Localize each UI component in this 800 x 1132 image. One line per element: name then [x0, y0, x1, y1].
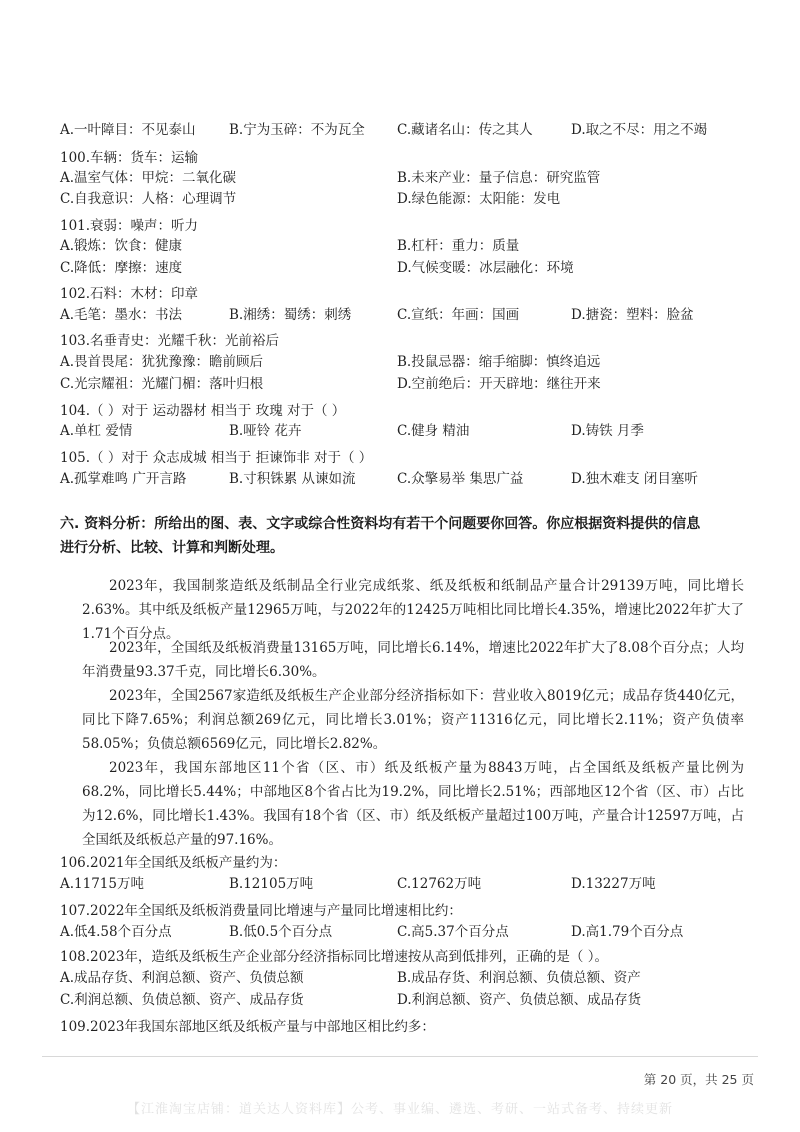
section-heading-line: 进行分析、比较、计算和判断处理。: [60, 540, 284, 556]
option-b: B.杠杆：重力：质量: [397, 238, 520, 254]
option-d: D.空前绝后：开天辟地：继往开来: [397, 376, 601, 392]
option-c: C.降低：摩擦：速度: [60, 260, 183, 276]
option-a: A.一叶障目：不见泰山: [60, 122, 196, 138]
question-title: 106.2021年全国纸及纸板产量约为：: [60, 855, 287, 871]
option-d: D.铸铁 月季: [571, 423, 644, 439]
option-c: C.众擎易举 集思广益: [397, 471, 524, 487]
page-number: 第 20 页，共 25 页: [643, 1072, 754, 1087]
option-b: B.成品存货、利润总额、负债总额、资产: [397, 970, 641, 986]
question-title: 101.衰弱：噪声：听力: [60, 218, 199, 234]
option-a: A.低4.58个百分点: [60, 924, 172, 940]
option-a: A.孤掌难鸣 广开言路: [60, 471, 187, 487]
option-c: C.光宗耀祖：光耀门楣：落叶归根: [60, 376, 264, 392]
option-b: B.湘绣：蜀绣：刺绣: [229, 307, 352, 323]
material-paragraph: 2023年，全国纸及纸板消费量13165万吨，同比增长6.14%，增速比2022年扩大了8.08个百分点；人均年消费量93.37千克，同比增长6.30%。: [82, 640, 744, 680]
option-d: D.高1.79个百分点: [571, 924, 684, 940]
option-d: D.绿色能源：太阳能：发电: [397, 191, 561, 207]
option-d: D.利润总额、资产、负债总额、成品存货: [397, 992, 642, 1008]
section-heading-line: 六. 资料分析：所给出的图、表、文字或综合性资料均有若干个问题要你回答。你应根据资料提供的信息: [60, 516, 701, 532]
option-c: C.健身 精油: [397, 423, 470, 439]
question-title: 104.（ ）对于 运动器材 相当于 玫瑰 对于（ ）: [60, 403, 346, 419]
option-c: C.藏诸名山：传之其人: [397, 122, 533, 138]
option-d: D.13227万吨: [571, 876, 656, 892]
material-paragraph: 2023年，我国制浆造纸及纸制品全行业完成纸浆、纸及纸板和纸制品产量合计29139万吨，同比增长2.63%。其中纸及纸板产量12965万吨，与2022年的12425万吨相比同比增长4.35%，增速比2022年扩大了1.71个百分点。: [82, 578, 744, 642]
option-d: D.搪瓷：塑料：脸盆: [571, 307, 694, 323]
watermark-text: 【江淮淘宝店铺：道关达人资料库】公考、事业编、遴选、考研、一站式备考、持续更新: [126, 1102, 673, 1117]
option-a: A.单杠 爱情: [60, 423, 133, 439]
option-a: A.温室气体：甲烷：二氧化碳: [60, 170, 237, 186]
option-b: B.低0.5个百分点: [229, 924, 333, 940]
question-title: 109.2023年我国东部地区纸及纸板产量与中部地区相比约多：: [60, 1019, 435, 1035]
question-title: 108.2023年，造纸及纸板生产企业部分经济指标同比增速按从高到低排列，正确的是（ ）。: [60, 949, 608, 965]
question-title: 105.（ ）对于 众志成城 相当于 拒谏饰非 对于（ ）: [60, 450, 373, 466]
option-a: A.毛笔：墨水：书法: [60, 307, 183, 323]
option-b: B.12105万吨: [229, 876, 314, 892]
option-d: D.独木难支 闭目塞听: [571, 471, 698, 487]
material-paragraph: 2023年，全国2567家造纸及纸板生产企业部分经济指标如下：营业收入8019亿元；成品存货440亿元，同比下降7.65%；利润总额269亿元，同比增长3.01%；资产11316亿元，同比增长2.11%；资产负债率58.05%；负债总额6569亿元，同比增长2.82%。: [82, 688, 744, 752]
option-b: B.哑铃 花卉: [229, 423, 302, 439]
option-b: B.未来产业：量子信息：研究监管: [397, 170, 601, 186]
option-c: C.利润总额、负债总额、资产、成品存货: [60, 992, 304, 1008]
question-title: 107.2022年全国纸及纸板消费量同比增速与产量同比增速相比约：: [60, 903, 462, 919]
option-d: D.取之不尽：用之不竭: [571, 122, 708, 138]
option-b: B.寸积铢累 从谏如流: [229, 471, 356, 487]
option-c: C.高5.37个百分点: [397, 924, 509, 940]
option-c: C.自我意识：人格：心理调节: [60, 191, 237, 207]
option-a: A.成品存货、利润总额、资产、负债总额: [60, 970, 304, 986]
option-a: A.畏首畏尾：犹犹豫豫：瞻前顾后: [60, 354, 264, 370]
option-c: C.宣纸：年画：国画: [397, 307, 520, 323]
footer-divider: [42, 1056, 758, 1057]
material-paragraph: 2023年，我国东部地区11个省（区、市）纸及纸板产量为8843万吨，占全国纸及纸板产量比例为68.2%，同比增长5.44%；中部地区8个省占比为19.2%，同比增长2.51%；西部地区12个省（区、市）占比为12.6%，同比增长1.43%。我国有18个省（区、市）纸及纸板产量超过100万吨，产量合计12597万吨，占全国纸及纸板总产量的97.16%。: [82, 760, 744, 848]
option-b: B.宁为玉碎：不为瓦全: [229, 122, 365, 138]
question-title: 100.车辆：货车：运输: [60, 150, 199, 166]
option-b: B.投鼠忌器：缩手缩脚：慎终追远: [397, 354, 601, 370]
option-a: A.11715万吨: [60, 876, 144, 892]
question-title: 103.名垂青史：光耀千秋：光前裕后: [60, 333, 280, 349]
section-heading: [60, 512, 750, 560]
question-title: 102.石料：木材：印章: [60, 286, 199, 302]
option-d: D.气候变暖：冰层融化：环境: [397, 260, 574, 276]
option-a: A.锻炼：饮食：健康: [60, 238, 183, 254]
option-c: C.12762万吨: [397, 876, 482, 892]
